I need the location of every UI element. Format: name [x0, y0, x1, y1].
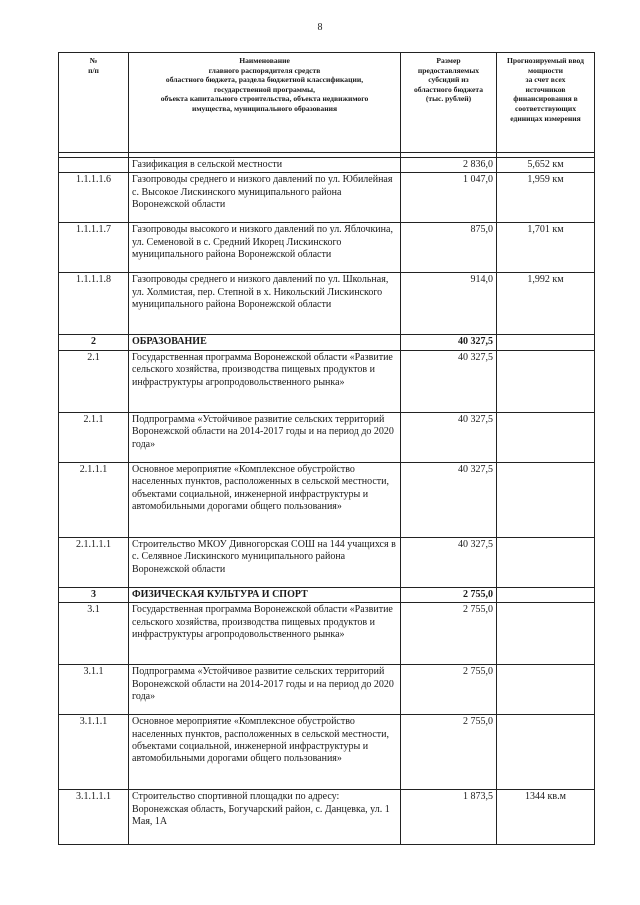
row-name: Газопроводы среднего и низкого давлений по ул. Юбилейная с. Высокое Лискинского муниципального района Воронежской области	[129, 173, 401, 223]
header-amount: Размер предоставляемых субсидий из областного бюджета (тыс. рублей)	[401, 53, 497, 153]
table-row	[59, 790, 595, 845]
row-name: Строительство спортивной площадки по адресу: Воронежская область, Богучарский район, с. Данцевка, ул. 1 Мая, 1А	[129, 790, 401, 845]
row-amount: 40 327,5	[401, 335, 497, 350]
table-row	[59, 173, 595, 223]
row-capacity	[497, 665, 595, 715]
row-amount: 40 327,5	[401, 537, 497, 587]
row-capacity	[497, 537, 595, 587]
row-amount: 2 755,0	[401, 665, 497, 715]
row-amount: 1 047,0	[401, 173, 497, 223]
row-name: ФИЗИЧЕСКАЯ КУЛЬТУРА И СПОРТ	[129, 587, 401, 602]
row-amount: 40 327,5	[401, 412, 497, 462]
row-amount: 40 327,5	[401, 462, 497, 537]
table-body	[59, 158, 595, 845]
row-capacity	[497, 350, 595, 412]
row-amount: 914,0	[401, 273, 497, 335]
row-capacity	[497, 462, 595, 537]
table-row	[59, 158, 595, 173]
row-name: Основное мероприятие «Комплексное обустройство населенных пунктов, расположенных в сельской местности, объектами социальной, инженерной инфраструктуры и автомобильными дорогами общего пользования»	[129, 715, 401, 790]
row-number: 3	[59, 587, 129, 602]
row-capacity	[497, 603, 595, 665]
header-name: Наименование главного распорядителя средств областного бюджета, раздела бюджетной классификации, государственной программы, объекта капитального строительства, объекта недвижимого имущества, муниципального образования	[129, 53, 401, 153]
table-row	[59, 223, 595, 273]
table-row	[59, 462, 595, 537]
row-amount: 40 327,5	[401, 350, 497, 412]
table-row	[59, 665, 595, 715]
row-name: Государственная программа Воронежской области «Развитие сельского хозяйства, производства пищевых продуктов и инфраструктуры агропродовольственного рынка»	[129, 350, 401, 412]
row-capacity: 1,992 км	[497, 273, 595, 335]
row-amount: 1 873,5	[401, 790, 497, 845]
row-number: 1.1.1.1.8	[59, 273, 129, 335]
header-capacity: Прогнозируемый ввод мощности за счет всех источников финансирования в соответствующих единицах измерения	[497, 53, 595, 153]
subsidy-table	[58, 52, 595, 845]
row-capacity: 5,652 км	[497, 158, 595, 173]
row-capacity	[497, 335, 595, 350]
table-row	[59, 335, 595, 350]
row-number: 2.1.1	[59, 412, 129, 462]
row-name: Подпрограмма «Устойчивое развитие сельских территорий Воронежской области на 2014-2017 годы и на период до 2020 года»	[129, 665, 401, 715]
header-num: № п/п	[59, 53, 129, 153]
table-row	[59, 350, 595, 412]
row-number: 2	[59, 335, 129, 350]
table-row	[59, 537, 595, 587]
row-amount: 2 755,0	[401, 587, 497, 602]
row-name: Газопроводы среднего и низкого давлений по ул. Школьная, ул. Холмистая, пер. Степной в х. Никольский Лискинского муниципального района Воронежской области	[129, 273, 401, 335]
row-name: Государственная программа Воронежской области «Развитие сельского хозяйства, производства пищевых продуктов и инфраструктуры агропродовольственного рынка»	[129, 603, 401, 665]
row-number	[59, 158, 129, 173]
row-number: 3.1.1.1.1	[59, 790, 129, 845]
row-amount: 2 836,0	[401, 158, 497, 173]
row-number: 3.1.1	[59, 665, 129, 715]
table-row	[59, 603, 595, 665]
row-capacity: 1344 кв.м	[497, 790, 595, 845]
row-name: Газификация в сельской местности	[129, 158, 401, 173]
row-capacity	[497, 587, 595, 602]
row-amount: 875,0	[401, 223, 497, 273]
row-name: Строительство МКОУ Дивногорская СОШ на 144 учащихся в с. Селявное Лискинского муниципального района Воронежской области	[129, 537, 401, 587]
table-row	[59, 273, 595, 335]
row-capacity	[497, 715, 595, 790]
row-number: 1.1.1.1.7	[59, 223, 129, 273]
row-name: ОБРАЗОВАНИЕ	[129, 335, 401, 350]
row-amount: 2 755,0	[401, 603, 497, 665]
row-number: 2.1	[59, 350, 129, 412]
table-header-row	[59, 53, 595, 153]
row-number: 3.1.1.1	[59, 715, 129, 790]
row-amount: 2 755,0	[401, 715, 497, 790]
row-number: 2.1.1.1.1	[59, 537, 129, 587]
row-capacity	[497, 412, 595, 462]
table-row	[59, 587, 595, 602]
row-name: Газопроводы высокого и низкого давлений по ул. Яблочкина, ул. Семеновой в с. Средний Икорец Лискинского муниципального района Воронежской области	[129, 223, 401, 273]
row-number: 1.1.1.1.6	[59, 173, 129, 223]
row-capacity: 1,701 км	[497, 223, 595, 273]
table-row	[59, 715, 595, 790]
table-row	[59, 412, 595, 462]
row-number: 3.1	[59, 603, 129, 665]
row-capacity: 1,959 км	[497, 173, 595, 223]
row-name: Подпрограмма «Устойчивое развитие сельских территорий Воронежской области на 2014-2017 годы и на период до 2020 года»	[129, 412, 401, 462]
row-name: Основное мероприятие «Комплексное обустройство населенных пунктов, расположенных в сельской местности, объектами социальной, инженерной инфраструктуры и автомобильными дорогами общего пользования»	[129, 462, 401, 537]
row-number: 2.1.1.1	[59, 462, 129, 537]
page-number: 8	[317, 22, 323, 33]
